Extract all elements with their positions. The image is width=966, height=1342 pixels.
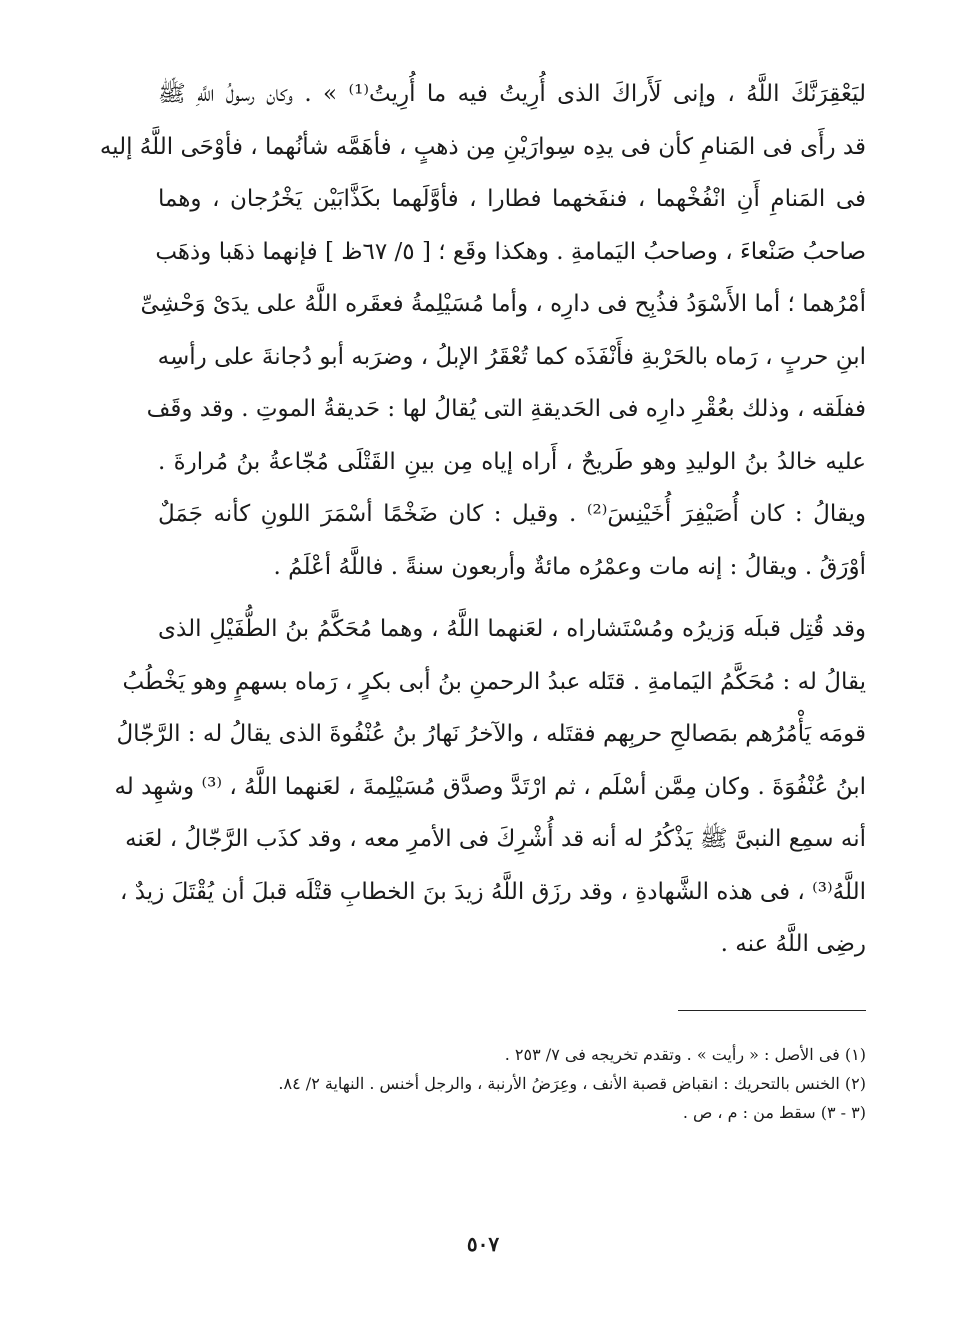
footnote-1: (١) فى الأصل : « رأيت » . وتقدم تخريجه فى ٧/ ٢٥٣ . — [504, 1045, 866, 1064]
paragraph-1 — [99, 68, 866, 593]
text-line: عليه خالدُ بنُ الوليدِ وهو طَريحٌ ، أَراه إياه مِن بينِ القَتْلَى مُجّاعةُ بنُ مُرارةَ . — [158, 448, 866, 475]
text-line: فى المَنامِ أَنِ انْفُخْهما ، فنفَخهما فطارا ، فأوَّلَهما بكَذَّابَيْن يَخْرُجان ، وهما — [158, 186, 866, 212]
text-line: اللَّهُ⁽³⁾ ، فى هذه الشَّهادةِ ، وقد رزَق اللَّهُ زيدَ بنَ الخطابِ قتْلَه قبلَ أن يُقْتَلَ زيدٌ ، — [119, 878, 866, 905]
text-line: وقد قُتِل قبلَه وَزيرُه ومُسْتَشاراه ، لعَنهما اللَّهُ ، وهما مُحَكَّمُ بنُ الطُّفَيْلِ الذى — [158, 616, 866, 642]
text-line: ويقالُ : كان أُصَيْفِرَ أُخَيْنِسَ⁽²⁾ . وقيل : كان ضَخْمًا أسْمَرَ اللونِ كأنه جَمَلٌ — [158, 501, 866, 527]
text-line: أمْرُهما ؛ أما الأَسْوَدُ فذُبِح فى دارِه ، وأما مُسَيْلِمةُ فعقَره اللَّهُ على يدَىْ وَحْشِىِّ — [140, 291, 866, 317]
page-number: ٥٠٧ — [466, 1232, 500, 1256]
text-line: ابنُ عُنْفُوَةَ . وكان مِمَّن أسْلَم ، ثم ارْتَدَّ وصدَّق مُسَيْلِمةَ ، لعَنهما اللَّهُ ، ⁽³⁾ وشهِد له — [114, 773, 866, 800]
footnote-3: (٣ - ٣) سقط من : م ، ص . — [682, 1103, 866, 1122]
footnote-divider — [678, 1010, 866, 1011]
text-line: ابنِ حربٍ ، رَماه بالحَرْبةِ فأَنْفَذَه كما تُعْقَرُ الإبلُ ، وضرَبه أبو دُجانةَ على رأسِه — [157, 343, 866, 370]
text-line: قومَه يَأْمُرُهم بمَصالحِ حربِهم فقتَله ، والآخرُ نَهارُ بنُ عُنْفُوةَ الذى يقالُ له : الرَّجّالُ — [116, 721, 866, 747]
text-line: أوْرَقُ . ويقالُ : إنه مات وعمْرُه مائةٌ وأربعون سنةً . فاللَّهُ أعْلَمُ . — [273, 553, 866, 580]
text-line: ليَعْقِرَنَّكَ اللَّهُ ، وإنى لَأَراكَ الذى أُرِيتُ فيه ما أُرِيتُ⁽¹⁾ » . وكان رسولُ اللَّهِ ﷺ — [158, 81, 866, 107]
footnotes — [120, 1040, 866, 1127]
paragraph-2 — [114, 603, 866, 971]
text-line: صاحبُ صَنْعاءَ ، وصاحبُ اليَمامةِ . وهكذا وقَع ؛ [ ٥/ ٦٧ظ ] فإنهما ذهَبا وذهَب — [155, 238, 866, 265]
text-line: ففلَقه ، وذلك بعُقْرِ دارِه فى الحَديقةِ التى يُقالُ لها : حَديقةُ الموتِ . وقد وقَف — [146, 396, 866, 422]
text-line: يقالُ له : مُحَكَّمُ اليَمامةِ . قتَله عبدُ الرحمنِ بنُ أبى بكرٍ ، رَماه بسهمٍ وهو يَخْطُبُ — [122, 668, 866, 695]
text-line: قد رأَى فى المَنامِ كأن فى يدِه سِوارَيْنِ مِن ذهبٍ ، فأهَمَّه شأنُهما ، فأوْحَى اللَّهُ إليه — [99, 133, 866, 160]
text-line: أنه سمِع النبىَّ ﷺ يَذْكُرُ له أنه قد أُشْرِكَ فى الأمرِ معه ، وقد كذَب الرَّجّالُ ، لعَنه — [125, 826, 866, 852]
text-line: رضِى اللَّهُ عنه . — [720, 931, 866, 957]
footnote-2: (٢) الخنس بالتحريك : انقباض قصبة الأنف ، وعِرَضُ الأرنبة ، والرجل أخنس . النهاية ٢/ ٨٤. — [278, 1074, 866, 1093]
